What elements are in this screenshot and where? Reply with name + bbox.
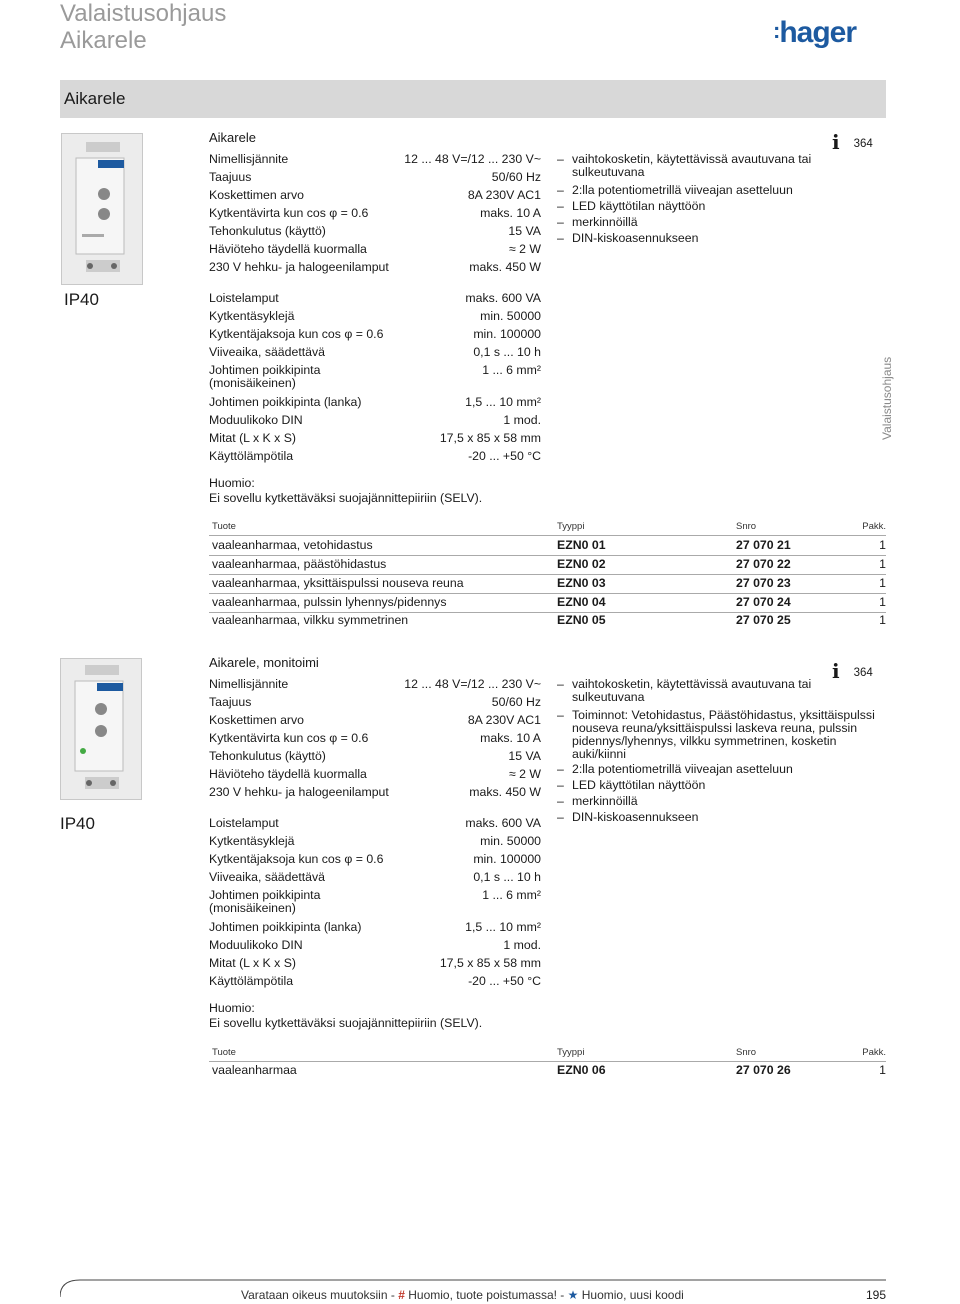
cell-type: EZN0 02 (557, 557, 606, 571)
remark-text: Ei sovellu kytkettäväksi suojajännittepiiriin (SELV). (209, 1016, 483, 1030)
cell-pack: 1 (879, 595, 886, 609)
spec-value: 8A 230V AC1 (467, 713, 541, 727)
spec-value: min. 50000 (480, 309, 541, 323)
cell-product: vaaleanharmaa (212, 1063, 297, 1077)
cell-pack: 1 (879, 1063, 886, 1077)
logo-text: hager (779, 16, 857, 49)
remark (209, 1001, 482, 1031)
spec-value: 15 VA (508, 224, 541, 238)
cell-product: vaaleanharmaa, pulssin lyhennys/pidennys (212, 595, 447, 609)
spec-label: Johtimen poikkipinta (lanka) (209, 920, 362, 934)
spec-value: 1 mod. (503, 938, 541, 952)
cell-snro: 27 070 23 (736, 576, 791, 590)
spec-value: 1 ... 6 mm² (482, 888, 541, 902)
product-title: Aikarele (209, 130, 256, 145)
spec-label: Koskettimen arvo (209, 713, 305, 727)
spec-label: Nimellisjännite (209, 677, 289, 691)
col-header-pakk: Pakk. (862, 521, 886, 532)
spec-label: Viiveaika, säädettävä (209, 870, 325, 884)
spec-value: 0,1 s ... 10 h (473, 345, 541, 359)
cell-snro: 27 070 25 (736, 613, 791, 627)
spec-value: 15 VA (508, 749, 541, 763)
spec-label: 230 V hehku- ja halogeenilamput (209, 260, 389, 274)
spec-value: -20 ... +50 °C (468, 974, 541, 988)
cell-pack: 1 (879, 557, 886, 571)
feature-item: – merkinnöillä (557, 795, 877, 808)
spec-value: -20 ... +50 °C (468, 449, 541, 463)
col-header-tyyppi: Tyyppi (557, 1047, 585, 1058)
spec-label: Loistelamput (209, 816, 279, 830)
remark-title: Huomio: (209, 1001, 255, 1015)
spec-label: Moduulikoko DIN (209, 413, 303, 427)
table-divider (209, 574, 886, 575)
spec-label: Kytkentävirta kun cos φ = 0.6 (209, 731, 369, 745)
cell-snro: 27 070 22 (736, 557, 791, 571)
feature-item: – vaihtokosketin, käytettävissä avautuvana tai sulkeutuvana (557, 153, 877, 179)
header-line-2: Aikarele (60, 27, 147, 54)
footer-legend (241, 1288, 684, 1302)
star-icon: ★ (567, 1288, 579, 1302)
footer-text-3: Huomio, uusi koodi (578, 1288, 684, 1302)
ip-rating: IP40 (60, 814, 95, 833)
spec-label: Häviöteho täydellä kuormalla (209, 242, 367, 256)
spec-label: Kytkentävirta kun cos φ = 0.6 (209, 206, 369, 220)
spec-value: 8A 230V AC1 (467, 188, 541, 202)
page-number: 195 (866, 1288, 887, 1302)
spec-label: Taajuus (209, 695, 252, 709)
product-photo (60, 658, 142, 800)
spec-value: 0,1 s ... 10 h (473, 870, 541, 884)
spec-value: min. 100000 (473, 327, 541, 341)
spec-value: maks. 450 W (469, 785, 541, 799)
spec-value: maks. 10 A (480, 206, 541, 220)
info-icon: i (832, 659, 840, 683)
spec-label: Mitat (L x K x S) (209, 956, 297, 970)
remark-title: Huomio: (209, 476, 255, 490)
footer-text-1: Varataan oikeus muutoksiin - (241, 1288, 399, 1302)
spec-value: maks. 10 A (480, 731, 541, 745)
hager-logo: :hager (773, 16, 857, 49)
spec-label: Nimellisjännite (209, 152, 289, 166)
table-divider (209, 535, 886, 536)
spec-value: 12 ... 48 V=/12 ... 230 V~ (404, 152, 541, 166)
cell-snro: 27 070 26 (736, 1063, 791, 1077)
spec-label: Kytkentäjaksoja kun cos φ = 0.6 (209, 327, 384, 341)
col-header-tuote: Tuote (212, 1047, 236, 1058)
spec-label: Loistelamput (209, 291, 279, 305)
spec-value: maks. 450 W (469, 260, 541, 274)
feature-item: – 2:lla potentiometrillä viiveajan asetteluun (557, 763, 877, 776)
spec-label: 230 V hehku- ja halogeenilamput (209, 785, 389, 799)
spec-value: 17,5 x 85 x 58 mm (439, 956, 541, 970)
table-divider (209, 555, 886, 556)
ip-rating: IP40 (64, 290, 99, 309)
spec-label: Moduulikoko DIN (209, 938, 303, 952)
spec-label: Tehonkulutus (käyttö) (209, 749, 326, 763)
spec-value: 12 ... 48 V=/12 ... 230 V~ (404, 677, 541, 691)
cell-pack: 1 (879, 613, 886, 627)
cell-type: EZN0 06 (557, 1063, 606, 1077)
cell-type: EZN0 05 (557, 613, 606, 627)
col-header-snro: Snro (736, 521, 757, 532)
cell-product: vaaleanharmaa, päästöhidastus (212, 557, 387, 571)
info-icon: i (832, 130, 840, 154)
spec-value: 1,5 ... 10 mm² (465, 395, 541, 409)
spec-label: Kytkentäsyklejä (209, 834, 295, 848)
spec-value: 1,5 ... 10 mm² (465, 920, 541, 934)
info-page: 364 (853, 667, 873, 679)
cell-snro: 27 070 24 (736, 595, 791, 609)
spec-value: 17,5 x 85 x 58 mm (439, 431, 541, 445)
spec-label: Käyttölämpötila (209, 449, 294, 463)
hash-icon: # (398, 1288, 405, 1302)
spec-label: Taajuus (209, 170, 252, 184)
section-band (60, 80, 886, 118)
header-title (60, 0, 226, 54)
col-header-pakk: Pakk. (862, 1047, 886, 1058)
remark (209, 476, 482, 506)
spec-value: min. 100000 (473, 852, 541, 866)
product-photo (61, 133, 143, 285)
info-page: 364 (853, 138, 873, 150)
spec-label: Tehonkulutus (käyttö) (209, 224, 326, 238)
spec-label: Viiveaika, säädettävä (209, 345, 325, 359)
col-header-tuote: Tuote (212, 521, 236, 532)
spec-value: min. 50000 (480, 834, 541, 848)
spec-label: Käyttölämpötila (209, 974, 294, 988)
col-header-snro: Snro (736, 1047, 757, 1058)
spec-value: 50/60 Hz (491, 695, 541, 709)
cell-product: vaaleanharmaa, vetohidastus (212, 538, 373, 552)
cell-type: EZN0 01 (557, 538, 606, 552)
feature-item: – vaihtokosketin, käytettävissä avautuvana tai sulkeutuvana (557, 678, 877, 704)
spec-label: Häviöteho täydellä kuormalla (209, 767, 367, 781)
product-title: Aikarele, monitoimi (209, 655, 319, 670)
header-line-1: Valaistusohjaus (60, 0, 227, 27)
feature-item: – 2:lla potentiometrillä viiveajan asetteluun (557, 184, 877, 197)
side-label: Valaistusohjaus (880, 356, 894, 440)
cell-pack: 1 (879, 576, 886, 590)
feature-item: – LED käyttötilan näyttöön (557, 779, 877, 792)
cell-product: vaaleanharmaa, vilkku symmetrinen (212, 613, 409, 627)
feature-item: – DIN-kiskoasennukseen (557, 232, 877, 245)
cell-product: vaaleanharmaa, yksittäispulssi nouseva reuna (212, 576, 464, 590)
cell-type: EZN0 04 (557, 595, 606, 609)
band-title: Aikarele (64, 89, 126, 108)
feature-item: – merkinnöillä (557, 216, 877, 229)
feature-item: – DIN-kiskoasennukseen (557, 811, 877, 824)
spec-value: ≈ 2 W (508, 242, 541, 256)
spec-value: 50/60 Hz (491, 170, 541, 184)
spec-label: Johtimen poikkipinta (lanka) (209, 395, 362, 409)
spec-value: maks. 600 VA (465, 816, 541, 830)
col-header-tyyppi: Tyyppi (557, 521, 585, 532)
spec-value: 1 mod. (503, 413, 541, 427)
remark-text: Ei sovellu kytkettäväksi suojajännittepiiriin (SELV). (209, 491, 483, 505)
cell-type: EZN0 03 (557, 576, 606, 590)
spec-value: maks. 600 VA (465, 291, 541, 305)
cell-pack: 1 (879, 538, 886, 552)
spec-label: Kytkentäjaksoja kun cos φ = 0.6 (209, 852, 384, 866)
table-divider (209, 1061, 886, 1062)
feature-item: – LED käyttötilan näyttöön (557, 200, 877, 213)
spec-label: Mitat (L x K x S) (209, 431, 297, 445)
spec-value: ≈ 2 W (508, 767, 541, 781)
feature-item: – Toiminnot: Vetohidastus, Päästöhidastus, yksittäispulssi nouseva reuna/yksittäispulssi laskeva reuna, pulssin pidennys/lyhennys, vilkku symmetrinen, kosketin auki/kiinni (557, 709, 877, 761)
spec-value: 1 ... 6 mm² (482, 363, 541, 377)
spec-label: Koskettimen arvo (209, 188, 305, 202)
spec-label: Kytkentäsyklejä (209, 309, 295, 323)
spec-label: Johtimen poikkipinta (monisäikeinen) (209, 363, 321, 390)
footer-text-2: Huomio, tuote poistumassa! - (404, 1288, 568, 1302)
table-divider (209, 593, 886, 594)
spec-label: Johtimen poikkipinta (monisäikeinen) (209, 888, 321, 915)
info-reference (832, 130, 873, 154)
cell-snro: 27 070 21 (736, 538, 791, 552)
